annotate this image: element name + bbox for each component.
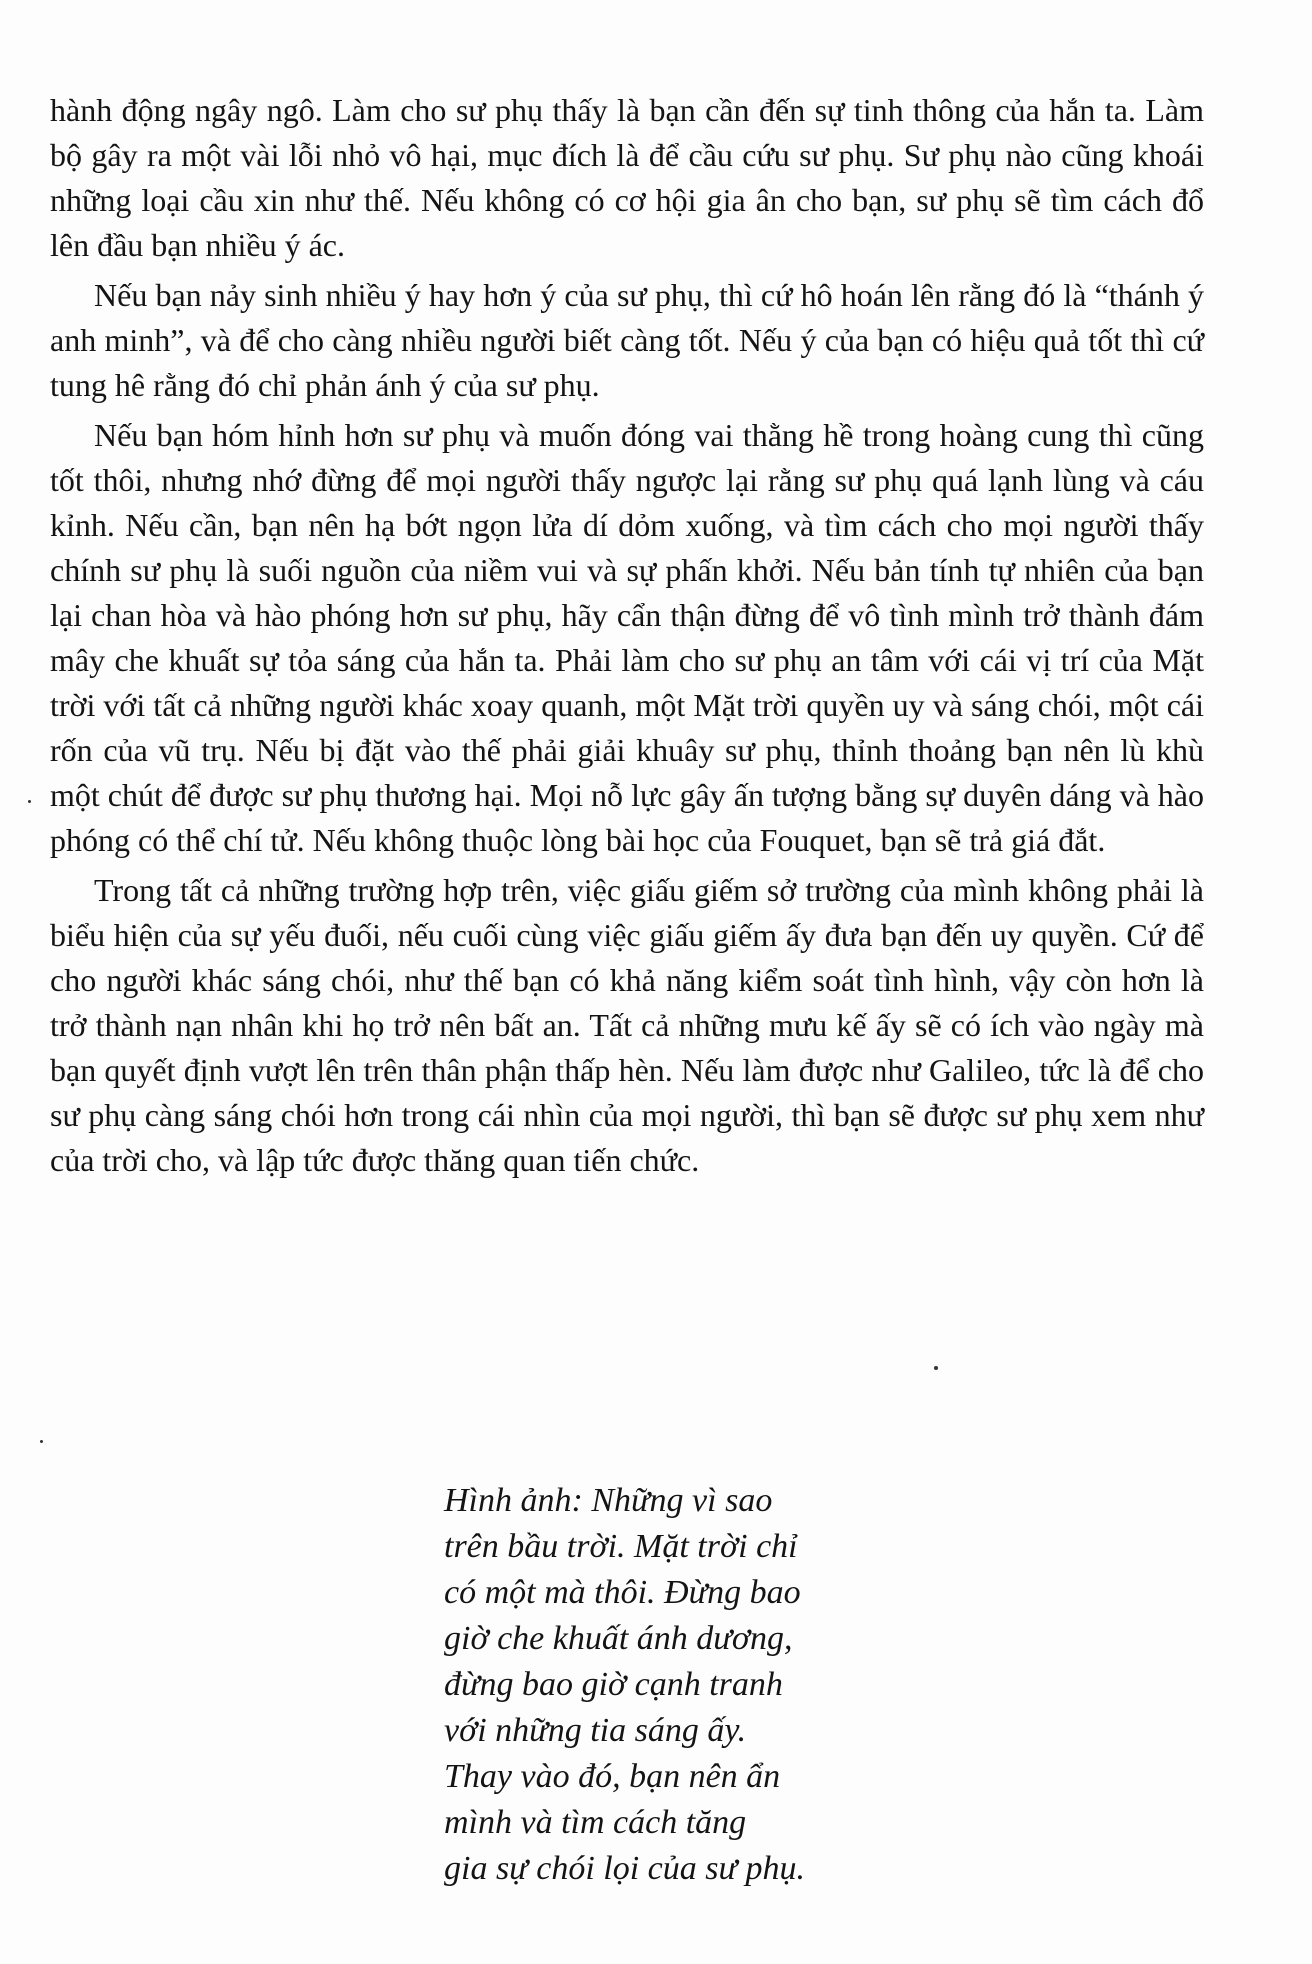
caption-line: đừng bao giờ cạnh tranh (444, 1666, 783, 1703)
body-text (50, 88, 1204, 1183)
image-caption (444, 1478, 834, 1892)
paragraph-1: hành động ngây ngô. Làm cho sư phụ thấy là bạn cần đến sự tinh thông của hắn ta. Làm bộ gây ra một vài lỗi nhỏ vô hại, mục đích là để cầu cứu sư phụ. Sư phụ nào cũng khoái những loại cầu xin như thế. Nếu không có cơ hội gia ân cho bạn, sư phụ sẽ tìm cách đổ lên đầu bạn nhiều ý ác. (50, 92, 1204, 263)
scan-speck (934, 1366, 938, 1370)
caption-line: Hình ảnh: Những vì sao (444, 1482, 773, 1519)
caption-line: có một mà thôi. Đừng bao (444, 1574, 801, 1611)
paragraph-2: Nếu bạn nảy sinh nhiều ý hay hơn ý của sư phụ, thì cứ hô hoán lên rằng đó là “thánh ý anh minh”, và để cho càng nhiều người biết càng tốt. Nếu ý của bạn có hiệu quả tốt thì cứ tung hê rằng đó chỉ phản ánh ý của sư phụ. (50, 277, 1204, 403)
caption-line: gia sự chói lọi của sư phụ. (444, 1850, 806, 1887)
caption-line: với những tia sáng ấy. (444, 1712, 747, 1749)
caption-line: giờ che khuất ánh dương, (444, 1620, 793, 1657)
scan-speck (40, 1440, 43, 1443)
caption-line: trên bầu trời. Mặt trời chỉ (444, 1528, 798, 1565)
paragraph-4: Trong tất cả những trường hợp trên, việc giấu giếm sở trường của mình không phải là biểu hiện của sự yếu đuối, nếu cuối cùng việc giấu giếm ấy đưa bạn đến uy quyền. Cứ để cho người khác sáng chói, như thế bạn có khả năng kiểm soát tình hình, vậy còn hơn là trở thành nạn nhân khi họ trở nên bất an. Tất cả những mưu kế ấy sẽ có ích vào ngày mà bạn quyết định vượt lên trên thân phận thấp hèn. Nếu làm được như Galileo, tức là để cho sư phụ càng sáng chói hơn trong cái nhìn của mọi người, thì bạn sẽ được sư phụ xem như của trời cho, và lập tức được thăng quan tiến chức. (50, 872, 1204, 1178)
scan-speck (28, 800, 31, 803)
caption-line: Thay vào đó, bạn nên ẩn (444, 1758, 781, 1795)
paragraph-3: Nếu bạn hóm hỉnh hơn sư phụ và muốn đóng vai thằng hề trong hoàng cung thì cũng tốt thôi, nhưng nhớ đừng để mọi người thấy ngược lại rằng sư phụ quá lạnh lùng và cáu kỉnh. Nếu cần, bạn nên hạ bớt ngọn lửa dí dỏm xuống, và tìm cách cho mọi người thấy chính sư phụ là suối nguồn của niềm vui và sự phấn khởi. Nếu bản tính tự nhiên của bạn lại chan hòa và hào phóng hơn sư phụ, hãy cẩn thận đừng để vô tình mình trở thành đám mây che khuất sự tỏa sáng của hắn ta. Phải làm cho sư phụ an tâm với cái vị trí của Mặt trời với tất cả những người khác xoay quanh, một Mặt trời quyền uy và sáng chói, một cái rốn của vũ trụ. Nếu bị đặt vào thế phải giải khuây sư phụ, thỉnh thoảng bạn nên lù khù một chút để được sư phụ thương hại. Mọi nỗ lực gây ấn tượng bằng sự duyên dáng và hào phóng có thể chí tử. Nếu không thuộc lòng bài học của Fouquet, bạn sẽ trả giá đắt. (50, 417, 1204, 858)
caption-line: mình và tìm cách tăng (444, 1804, 747, 1841)
